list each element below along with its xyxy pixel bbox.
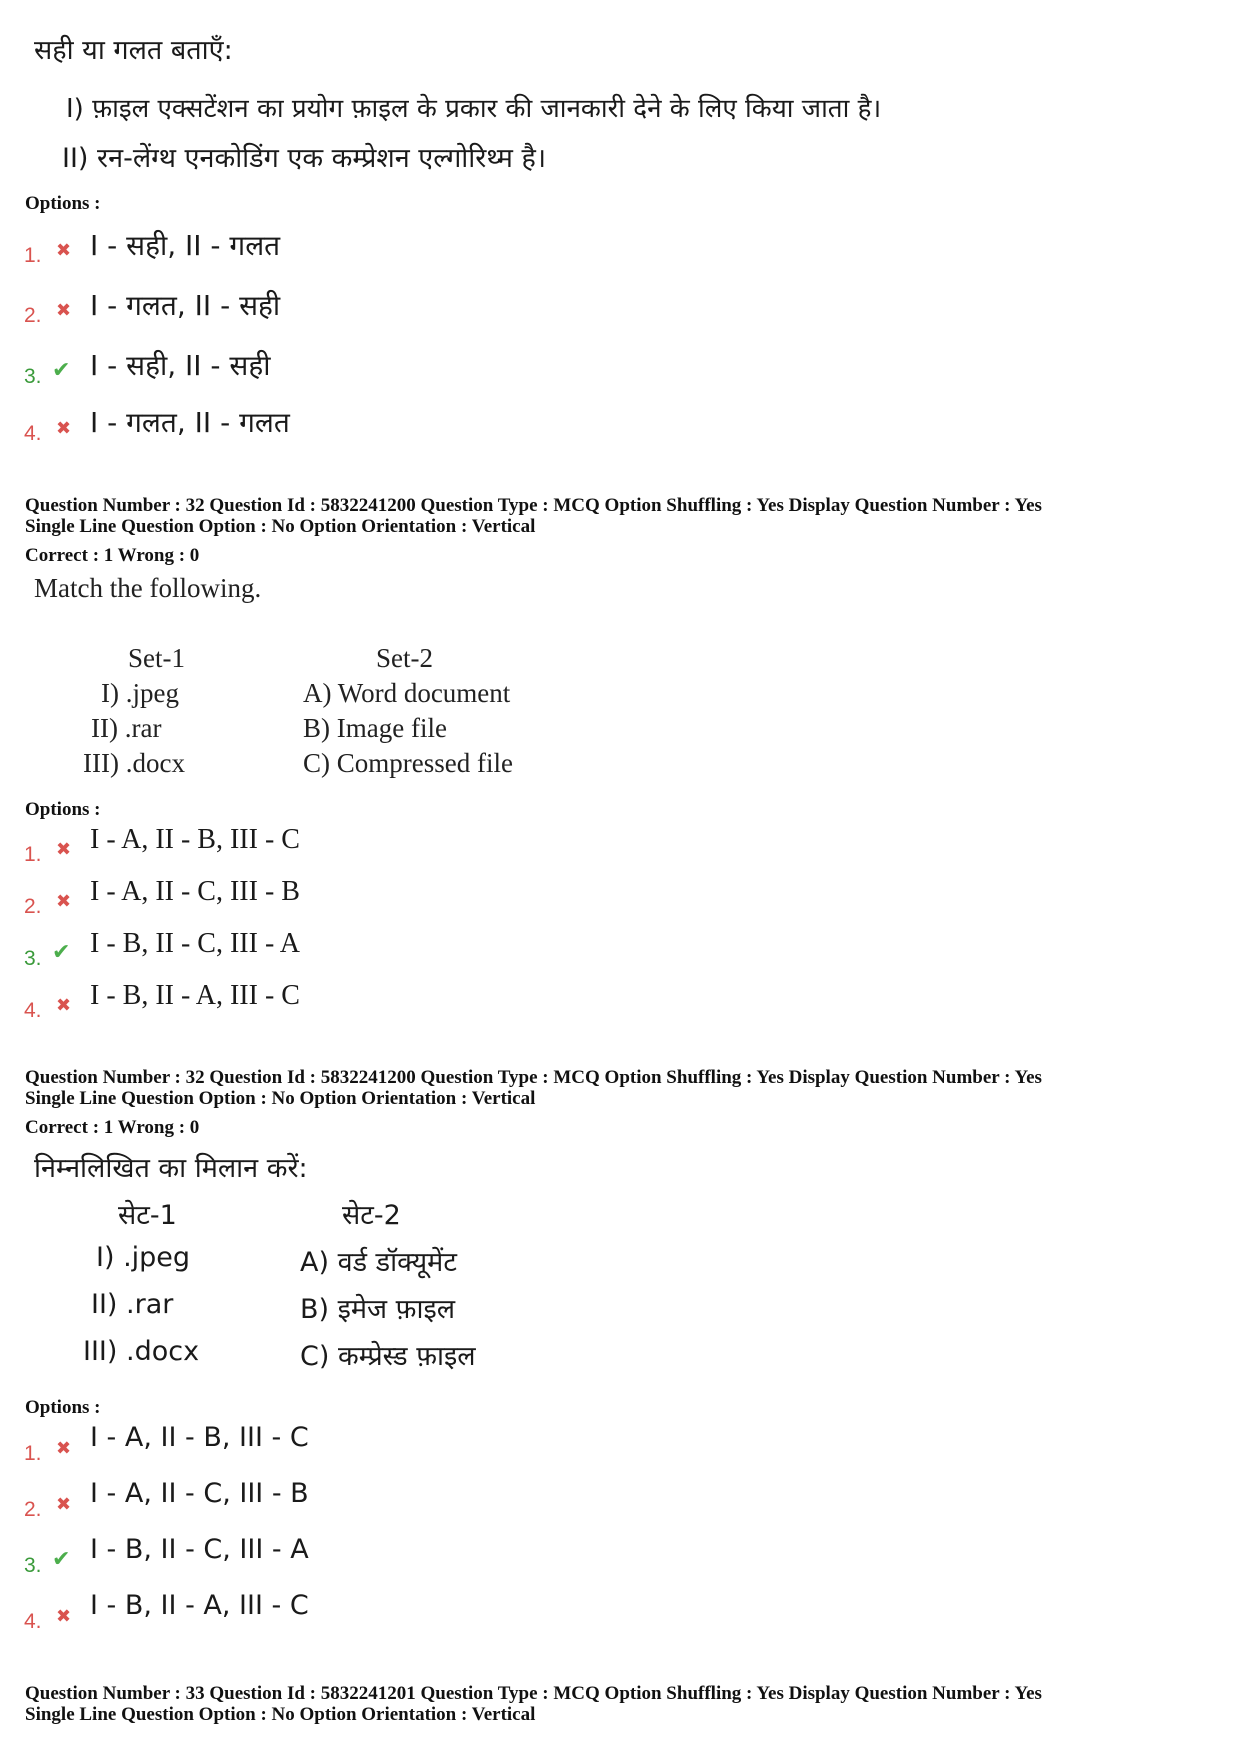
option-number: 1. bbox=[24, 843, 42, 866]
option-text[interactable]: I - A, II - B, III - C bbox=[90, 1422, 309, 1453]
option-number: 1. bbox=[24, 1442, 42, 1465]
question-meta-line: Question Number : 33 Question Id : 5832241201 Question Type : MCQ Option Shuffling : Yes Display Question Number : Yes bbox=[25, 1683, 1042, 1704]
option-text[interactable]: I - A, II - B, III - C bbox=[90, 824, 300, 855]
set2-item: C) Compressed file bbox=[303, 748, 513, 778]
set2-item: B) Image file bbox=[303, 713, 447, 743]
cross-icon: ✖ bbox=[56, 240, 72, 261]
option-text[interactable]: I - A, II - C, III - B bbox=[90, 1478, 309, 1509]
question-meta-line: Question Number : 32 Question Id : 5832241200 Question Type : MCQ Option Shuffling : Yes Display Question Number : Yes bbox=[25, 1067, 1042, 1088]
option-number: 2. bbox=[24, 1498, 42, 1521]
question-marks: Correct : 1 Wrong : 0 bbox=[25, 545, 200, 566]
set2-item: C) कम्प्रेस्ड फ़ाइल bbox=[300, 1341, 476, 1372]
set2-item: A) Word document bbox=[303, 678, 511, 708]
cross-icon: ✖ bbox=[56, 839, 72, 860]
option-number: 2. bbox=[24, 304, 42, 327]
option-number: 1. bbox=[24, 244, 42, 267]
option-text[interactable]: I - गलत, II - सही bbox=[90, 289, 281, 322]
set1-item: I) .jpeg bbox=[96, 1242, 191, 1273]
question-stem: निम्नलिखित का मिलान करें: bbox=[34, 1153, 308, 1184]
set2-header: Set-2 bbox=[376, 643, 433, 673]
set1-item: I) .jpeg bbox=[101, 678, 179, 708]
check-icon: ✔ bbox=[52, 358, 71, 383]
option-number: 4. bbox=[24, 999, 42, 1022]
option-text[interactable]: I - गलत, II - गलत bbox=[90, 406, 290, 439]
option-text[interactable]: I - B, II - A, III - C bbox=[90, 980, 300, 1011]
question-meta-line: Question Number : 32 Question Id : 5832241200 Question Type : MCQ Option Shuffling : Yes Display Question Number : Yes bbox=[25, 495, 1042, 516]
set1-item: III) .docx bbox=[83, 1336, 200, 1367]
set2-header: सेट-2 bbox=[342, 1200, 401, 1231]
option-number: 4. bbox=[24, 422, 42, 445]
cross-icon: ✖ bbox=[56, 891, 72, 912]
option-number: 2. bbox=[24, 895, 42, 918]
cross-icon: ✖ bbox=[56, 995, 72, 1016]
question-stem-line: II) रन-लेंग्थ एनकोडिंग एक कम्प्रेशन एल्गोरिथ्म है। bbox=[62, 143, 547, 174]
set1-item: II) .rar bbox=[91, 1289, 174, 1320]
question-marks: Correct : 1 Wrong : 0 bbox=[25, 1117, 200, 1138]
options-label: Options : bbox=[25, 1397, 101, 1418]
question-stem: Match the following. bbox=[34, 573, 262, 603]
question-stem-line: सही या गलत बताएँ: bbox=[34, 35, 233, 66]
question-meta-line: Single Line Question Option : No Option Orientation : Vertical bbox=[25, 1088, 536, 1109]
option-text[interactable]: I - B, II - A, III - C bbox=[90, 1590, 309, 1621]
set2-item: A) वर्ड डॉक्यूमेंट bbox=[300, 1247, 457, 1278]
question-meta-line: Single Line Question Option : No Option Orientation : Vertical bbox=[25, 516, 536, 537]
cross-icon: ✖ bbox=[56, 418, 72, 439]
set2-item: B) इमेज फ़ाइल bbox=[300, 1294, 456, 1325]
cross-icon: ✖ bbox=[56, 1438, 72, 1459]
cross-icon: ✖ bbox=[56, 300, 72, 321]
option-text[interactable]: I - A, II - C, III - B bbox=[90, 876, 300, 907]
options-label: Options : bbox=[25, 193, 101, 214]
set1-item: III) .docx bbox=[83, 748, 185, 778]
check-icon: ✔ bbox=[52, 940, 71, 965]
option-number: 4. bbox=[24, 1610, 42, 1633]
option-number: 3. bbox=[24, 1554, 42, 1577]
set1-item: II) .rar bbox=[91, 713, 162, 743]
option-text[interactable]: I - B, II - C, III - A bbox=[90, 928, 300, 959]
question-stem-line: I) फ़ाइल एक्सटेंशन का प्रयोग फ़ाइल के प्रकार की जानकारी देने के लिए किया जाता है। bbox=[66, 94, 882, 124]
cross-icon: ✖ bbox=[56, 1494, 72, 1515]
set1-header: Set-1 bbox=[128, 643, 185, 673]
option-text[interactable]: I - B, II - C, III - A bbox=[90, 1534, 309, 1565]
options-label: Options : bbox=[25, 799, 101, 820]
option-number: 3. bbox=[24, 947, 42, 970]
option-text[interactable]: I - सही, II - सही bbox=[90, 349, 271, 382]
check-icon: ✔ bbox=[52, 1547, 71, 1572]
set1-header: सेट-1 bbox=[118, 1200, 177, 1231]
option-number: 3. bbox=[24, 365, 42, 388]
cross-icon: ✖ bbox=[56, 1606, 72, 1627]
option-text[interactable]: I - सही, II - गलत bbox=[90, 229, 281, 262]
question-meta-line: Single Line Question Option : No Option Orientation : Vertical bbox=[25, 1704, 536, 1725]
